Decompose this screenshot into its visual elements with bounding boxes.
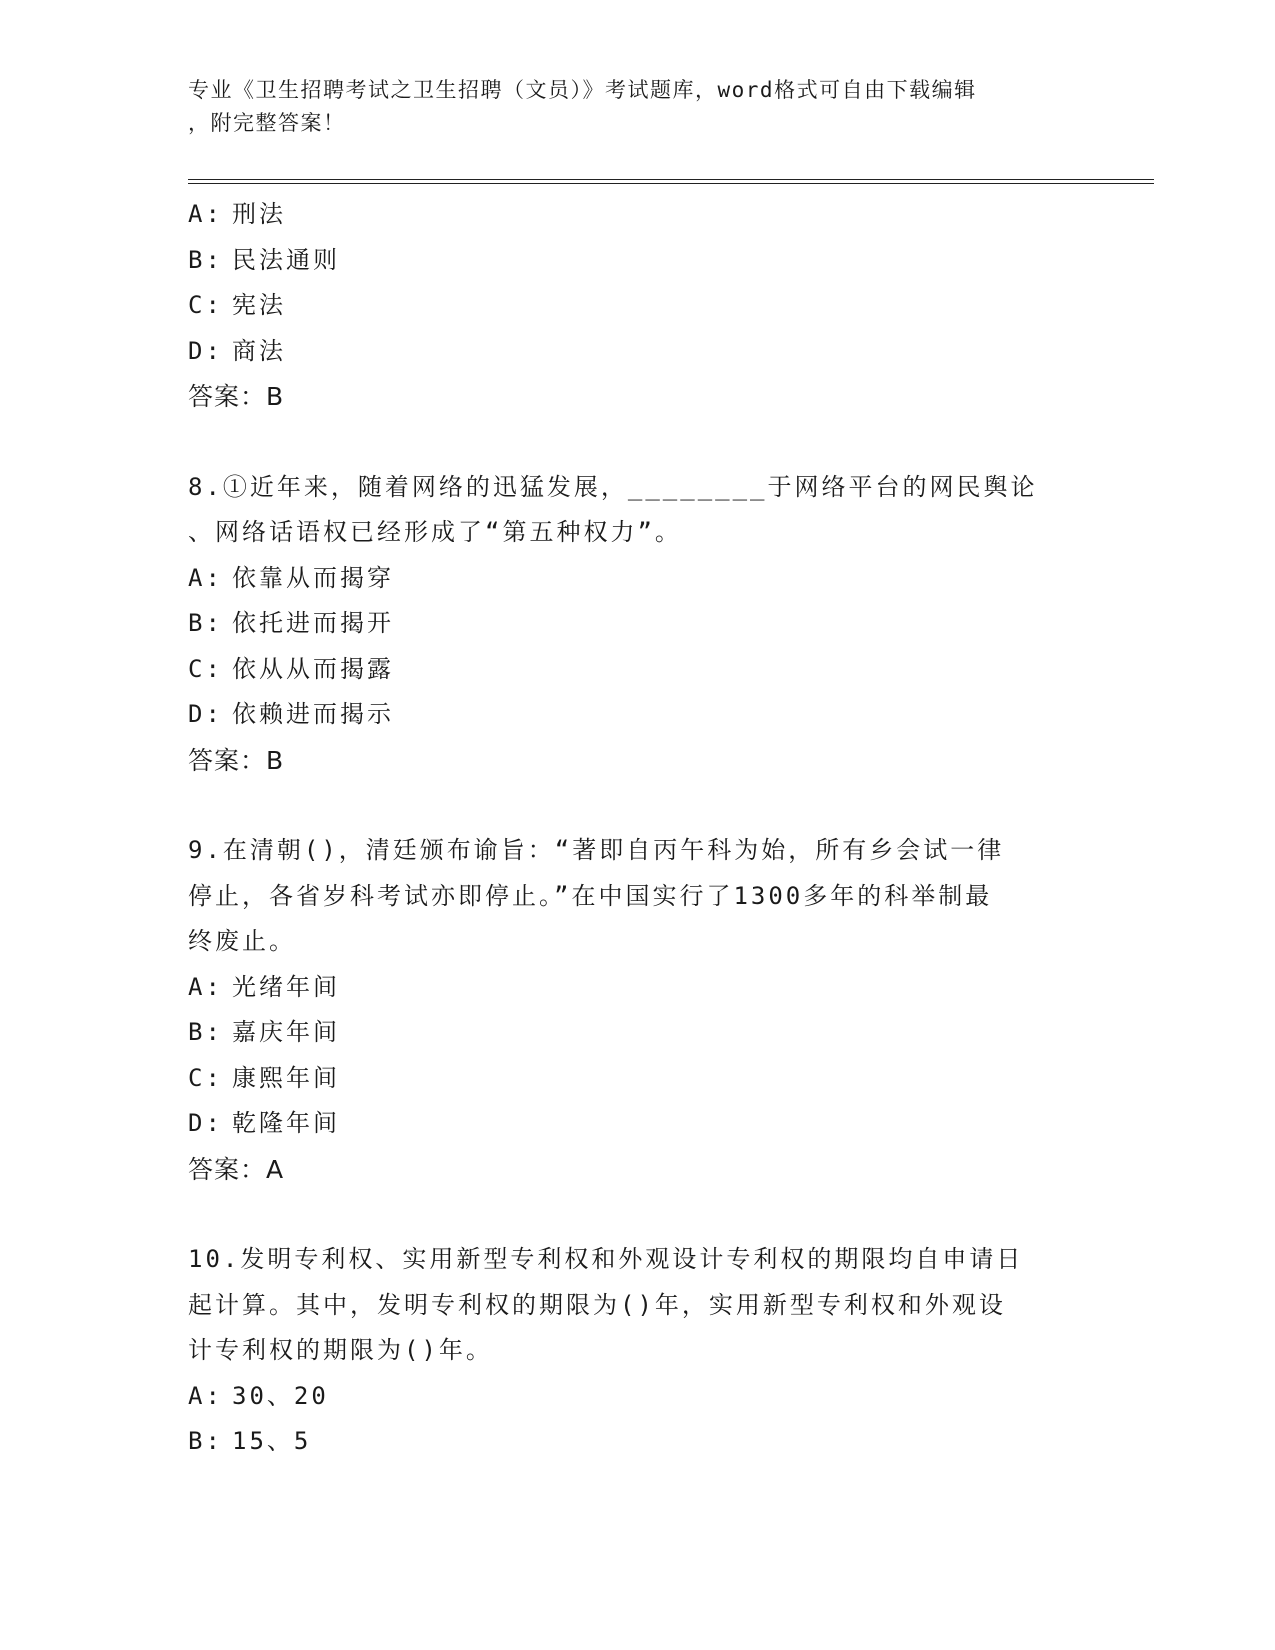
option-text: 30、20 — [232, 1381, 329, 1410]
document-page — [188, 0, 1188, 1650]
option-c — [188, 647, 1058, 693]
option-key: B: — [188, 609, 223, 637]
option-d — [188, 329, 1058, 375]
option-key: C: — [188, 1063, 223, 1092]
answer-line: 答案：B — [188, 382, 285, 411]
option-key: A: — [188, 1381, 223, 1410]
option-key: A: — [188, 563, 223, 592]
option-text: 嘉庆年间 — [232, 1018, 340, 1046]
option-b — [188, 238, 1058, 284]
option-a — [188, 556, 1058, 602]
question-text-line-2: 起计算。其中，发明专利权的期限为()年，实用新型专利权和外观设 — [188, 1290, 1006, 1319]
question-text-line-2: 、网络话语权已经形成了“第五种权力”。 — [188, 518, 682, 546]
option-key: B: — [188, 245, 223, 274]
option-c — [188, 283, 1058, 329]
option-text: 依从从而揭露 — [232, 654, 394, 683]
option-b — [188, 601, 1058, 647]
document-header — [188, 74, 1088, 140]
option-text: 商法 — [232, 336, 286, 365]
question-spacer — [188, 420, 1058, 465]
header-line-1: 专业《卫生招聘考试之卫生招聘（文员）》考试题库，word格式可自由下载编辑 — [188, 78, 977, 102]
answer-line: 答案：B — [188, 745, 285, 775]
question-text-line-1: 8.①近年来，随着网络的迅猛发展，________于网络平台的网民舆论 — [188, 472, 1038, 501]
option-key: D: — [188, 700, 223, 728]
option-key: A: — [188, 972, 223, 1001]
option-text: 乾隆年间 — [232, 1109, 340, 1137]
header-line-2: ，附完整答案！ — [188, 111, 346, 135]
option-text: 依靠从而揭穿 — [232, 563, 394, 592]
option-text: 依赖进而揭示 — [232, 700, 394, 728]
option-c — [188, 1056, 1058, 1102]
question-text-line-3: 计专利权的期限为()年。 — [188, 1336, 493, 1364]
question-8 — [188, 465, 1058, 784]
header-divider — [188, 179, 1154, 184]
option-key: B: — [188, 1427, 223, 1455]
question-list — [188, 192, 1058, 1465]
question-9 — [188, 828, 1058, 1192]
option-a — [188, 192, 1058, 238]
question-text-line-1: 10.发明专利权、实用新型专利权和外观设计专利权的期限均自申请日 — [188, 1245, 1024, 1273]
question-7 — [188, 192, 1058, 420]
question-text-line-1: 9.在清朝()，清廷颁布谕旨：“著即自丙午科为始，所有乡会试一律 — [188, 836, 1005, 864]
option-key: C: — [188, 654, 223, 683]
option-key: A: — [188, 200, 223, 228]
option-text: 15、5 — [232, 1427, 312, 1455]
option-key: C: — [188, 291, 223, 319]
option-text: 宪法 — [232, 291, 286, 319]
option-d — [188, 1101, 1058, 1147]
option-text: 光绪年间 — [232, 972, 340, 1001]
option-a — [188, 1374, 1058, 1420]
question-text-line-2: 停止，各省岁科考试亦即停止。”在中国实行了1300多年的科举制最 — [188, 881, 993, 910]
option-text: 刑法 — [232, 200, 286, 228]
option-a — [188, 965, 1058, 1011]
option-b — [188, 1419, 1058, 1465]
option-key: D: — [188, 1109, 223, 1137]
question-spacer — [188, 1192, 1058, 1237]
answer-line: 答案：A — [188, 1154, 285, 1184]
option-d — [188, 692, 1058, 738]
question-text-line-3: 终废止。 — [188, 927, 296, 955]
option-key: D: — [188, 336, 223, 365]
option-text: 依托进而揭开 — [232, 609, 394, 637]
option-b — [188, 1010, 1058, 1056]
question-10 — [188, 1237, 1058, 1465]
option-text: 康熙年间 — [232, 1063, 340, 1092]
option-text: 民法通则 — [232, 245, 340, 274]
question-spacer — [188, 783, 1058, 828]
option-key: B: — [188, 1018, 223, 1046]
